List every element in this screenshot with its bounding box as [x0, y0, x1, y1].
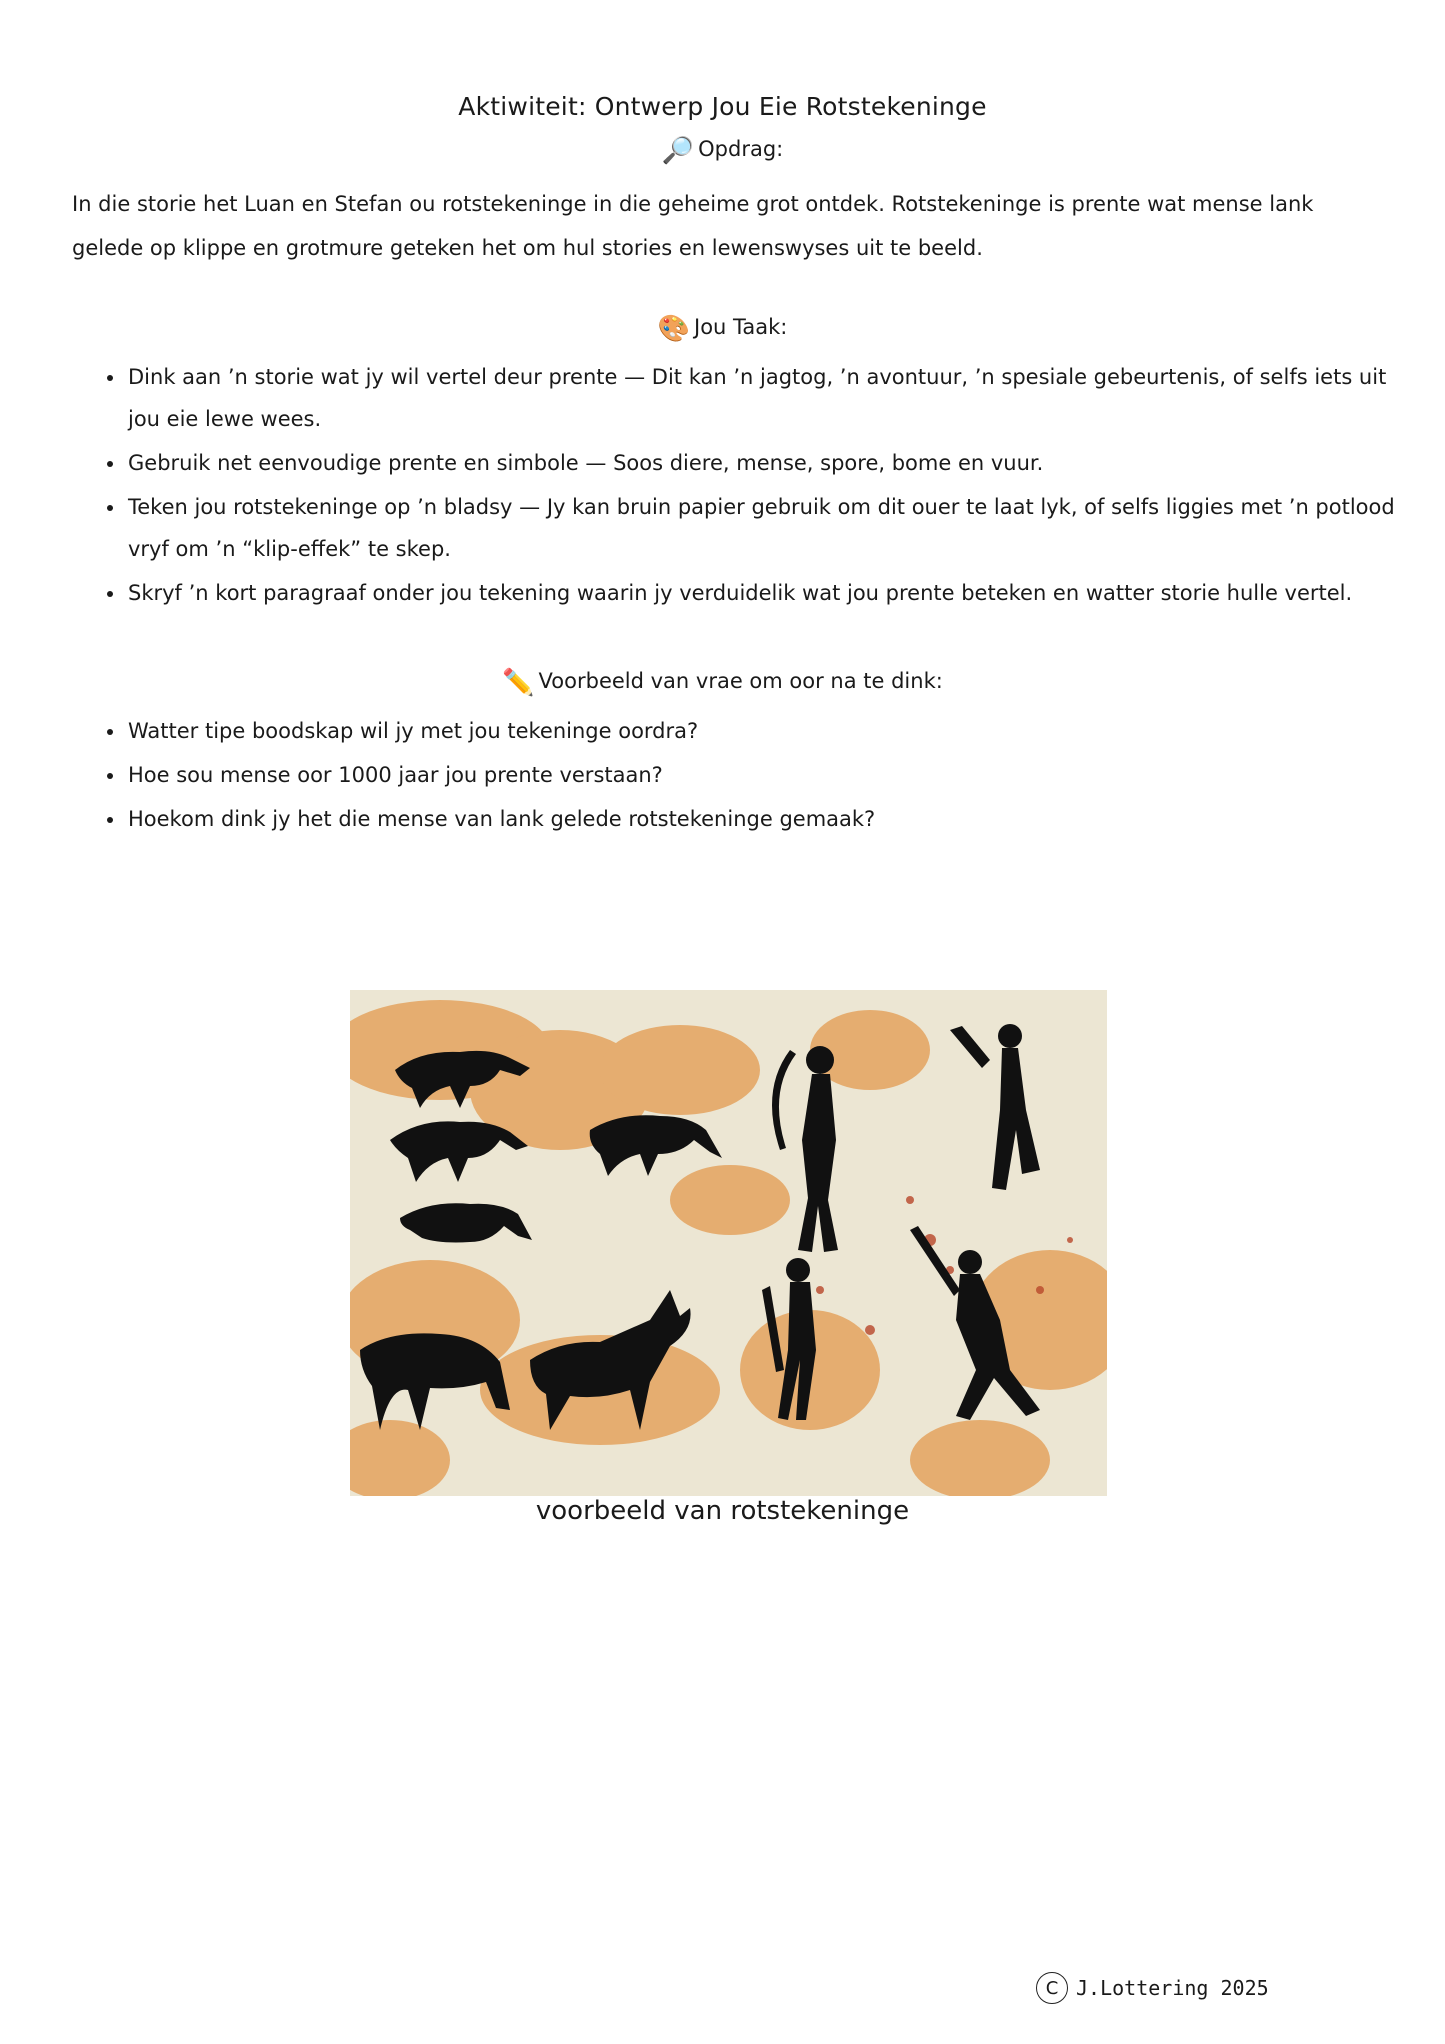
opdrag-heading-label: Opdrag: [698, 137, 784, 161]
palette-icon: 🎨 [657, 314, 690, 344]
vrae-list [100, 710, 1416, 842]
opdrag-heading [0, 136, 1445, 166]
rock-art-image [350, 990, 1107, 1496]
list-item: • Hoe sou mense oor 1000 jaar jou prente verstaan? [126, 754, 1416, 796]
list-item: • Gebruik net eenvoudige prente en simbole — Soos diere, mense, spore, bome en vuur. [126, 442, 1416, 484]
list-item: • Hoekom dink jy het die mense van lank gelede rotstekeninge gemaak? [126, 798, 1416, 840]
taak-heading-label: Jou Taak: [694, 315, 788, 339]
copyright-icon: C [1036, 1972, 1068, 2004]
figure-caption: voorbeeld van rotstekeninge [535, 1496, 910, 1526]
vrae-heading [0, 668, 1445, 698]
list-item: • Dink aan ’n storie wat jy wil vertel deur prente — Dit kan ’n jagtog, ’n avontuur, ’n spesiale gebeurtenis, of selfs iets uit jou eie lewe wees. [126, 356, 1416, 440]
magnifier-icon: 🔎 [661, 136, 695, 166]
rock-art-drawing [350, 990, 1107, 1496]
opdrag-paragraph: In die storie het Luan en Stefan ou rotstekeninge in die geheime grot ontdek. Rotstekeninge is prente wat mense lank gelede op klippe en grotmure geteken het om hul stories en lewenswyses uit te beeld. [72, 192, 1314, 260]
page-title: Aktiwiteit: Ontwerp Jou Eie Rotstekeninge [458, 92, 987, 121]
taak-heading [0, 314, 1445, 344]
taak-list [100, 356, 1416, 616]
copyright-notice [1036, 1972, 1269, 2004]
list-item: • Watter tipe boodskap wil jy met jou tekeninge oordra? [126, 710, 1416, 752]
list-item: • Skryf ’n kort paragraaf onder jou tekening waarin jy verduidelik wat jou prente beteken en watter storie hulle vertel. [126, 572, 1416, 614]
list-item: • Teken jou rotstekeninge op ’n bladsy — Jy kan bruin papier gebruik om dit ouer te laat lyk, of selfs liggies met ’n potlood vryf om ’n “klip-effek” te skep. [126, 486, 1416, 570]
copyright-text: J.Lottering 2025 [1076, 1976, 1269, 2000]
vrae-heading-label: Voorbeeld van vrae om oor na te dink: [538, 669, 943, 693]
pencil-icon: ✏️ [502, 668, 535, 698]
